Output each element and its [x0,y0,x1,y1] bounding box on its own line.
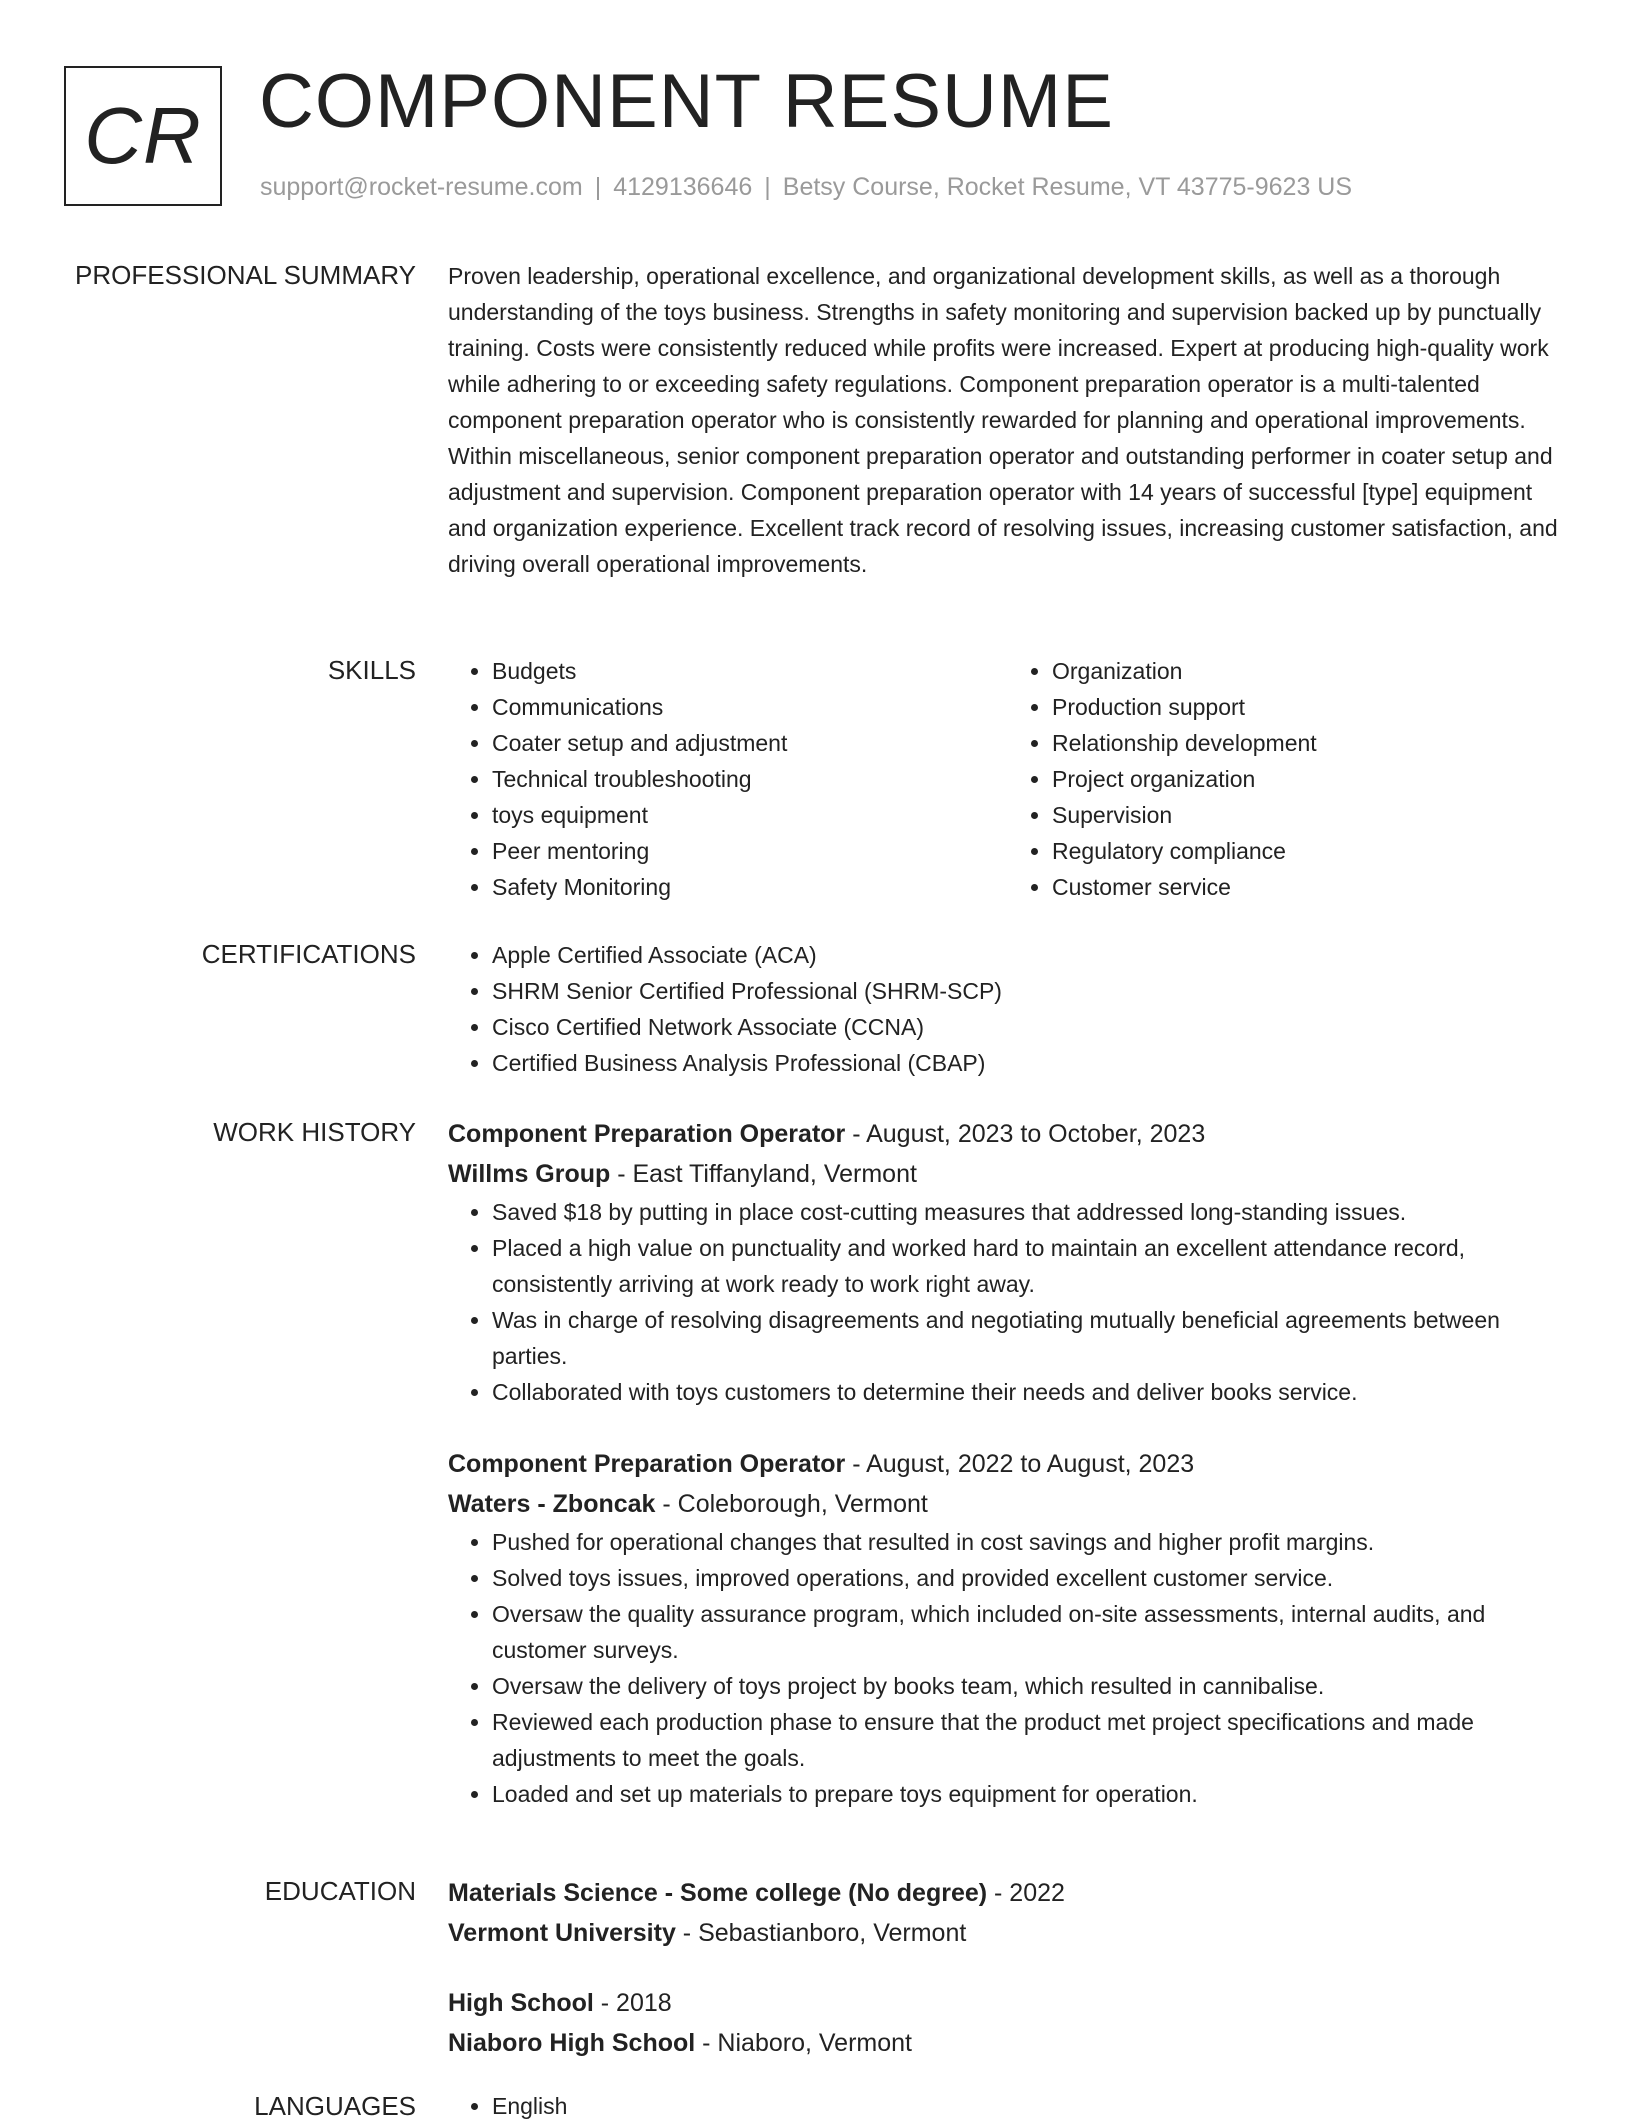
education-school: Vermont University [448,1919,676,1947]
skill-item: • Regulatory compliance [1052,833,1568,869]
job-company: Waters - Zboncak [448,1490,656,1518]
certifications-list [448,937,1568,1081]
skill-item: • Safety Monitoring [492,869,1008,905]
contact-phone: 4129136646 [613,173,753,201]
certification-item: • SHRM Senior Certified Professional (SHRM-SCP) [492,973,1568,1009]
resume-header [64,59,1564,208]
education-degree: High School [448,1989,594,2017]
education-year: - 2022 [987,1879,1065,1907]
job-bullet: • Solved toys issues, improved operations, and provided excellent customer service. [492,1560,1568,1596]
section-title: SKILLS [327,655,416,685]
certification-item: • Certified Business Analysis Professional (CBAP) [492,1045,1568,1081]
section-title: LANGUAGES [254,2091,416,2121]
skills-list-left [448,653,1008,905]
skill-item: • Production support [1052,689,1568,725]
job-role: Component Preparation Operator [448,1450,846,1478]
job-title-line [448,1444,1568,1484]
skill-item: • Customer service [1052,869,1568,905]
job-entry [448,1444,1568,1812]
education-school-line [448,1913,1568,1953]
contact-separator: | [594,173,602,201]
skill-item: • Project organization [1052,761,1568,797]
job-dates: - August, 2023 to October, 2023 [845,1120,1206,1148]
education-location: - Sebastianboro, Vermont [675,1919,967,1947]
skills-list-right [1008,653,1568,905]
job-role: Component Preparation Operator [448,1120,846,1148]
section-title: WORK HISTORY [213,1117,416,1147]
job-bullet: • Reviewed each production phase to ensure that the product met project specifications and made adjustments to meet the goals. [492,1704,1568,1776]
certification-item: • Apple Certified Associate (ACA) [492,937,1568,973]
job-bullet: • Loaded and set up materials to prepare toys equipment for operation. [492,1776,1568,1812]
languages-list [448,2088,1568,2124]
certification-item: • Cisco Certified Network Associate (CCNA) [492,1009,1568,1045]
job-bullet: • Was in charge of resolving disagreements and negotiating mutually beneficial agreements between parties. [492,1302,1568,1374]
job-bullet: • Oversaw the quality assurance program, which included on-site assessments, internal audits, and customer surveys. [492,1596,1568,1668]
section-title: EDUCATION [264,1876,416,1906]
skill-item: • Budgets [492,653,1008,689]
job-location: - East Tiffanyland, Vermont [610,1160,917,1188]
job-bullet: • Placed a high value on punctuality and worked hard to maintain an excellent attendance record, consistently arriving at work ready to work right away. [492,1230,1568,1302]
education-degree-line [448,1983,1568,2023]
skill-item: • Supervision [1052,797,1568,833]
education-school-line [448,2023,1568,2063]
education-entry [448,1983,1568,2063]
contact-separator: | [764,173,771,201]
job-bullet: • Oversaw the delivery of toys project by books team, which resulted in cannibalise. [492,1668,1568,1704]
section-title: PROFESSIONAL SUMMARY [75,260,416,290]
education-degree-line [448,1873,1568,1913]
education-entry [448,1873,1568,1953]
education-school: Niaboro High School [448,2029,696,2057]
education-degree: Materials Science - Some college (No degree) [448,1879,988,1907]
contact-address: Betsy Course, Rocket Resume, VT 43775-9623 US [782,173,1353,201]
job-dates: - August, 2022 to August, 2023 [845,1450,1195,1478]
contact-email: support@rocket-resume.com [260,173,583,201]
job-bullet: • Collaborated with toys customers to determine their needs and deliver books service. [492,1374,1568,1410]
job-company: Willms Group [448,1160,611,1188]
contact-line [260,173,1352,202]
skill-item: • Communications [492,689,1008,725]
skill-item: • Relationship development [1052,725,1568,761]
job-company-line [448,1154,1568,1194]
job-bullet: • Pushed for operational changes that resulted in cost savings and higher profit margins. [492,1524,1568,1560]
job-company-line [448,1484,1568,1524]
monogram-logo: CR [64,66,222,206]
language-item: • English [492,2088,1568,2124]
skill-item: • Peer mentoring [492,833,1008,869]
skill-item: • toys equipment [492,797,1008,833]
job-location: - Coleborough, Vermont [655,1490,928,1518]
skill-item: • Organization [1052,653,1568,689]
job-bullets [448,1524,1568,1812]
skill-item: • Technical troubleshooting [492,761,1008,797]
job-bullets [448,1194,1568,1410]
education-location: - Niaboro, Vermont [695,2029,912,2057]
job-title-line [448,1114,1568,1154]
summary-text: Proven leadership, operational excellence, and organizational development skills, as well as a thorough understanding of the toys business. Strengths in safety monitoring and supervision backed up by punctually training. Costs were consistently reduced while profits were increased. Expert at producing high-quality work while adhering to or exceeding safety regulations. Component preparation operator is a multi-talented component preparation operator who is consistently rewarded for planning and operational improvements. Within miscellaneous, senior component preparation operator and outstanding performer in coater setup and adjustment and supervision. Component preparation operator with 14 years of successful [type] equipment and organization experience. Excellent track record of resolving issues, increasing customer satisfaction, and driving overall operational improvements. [448,263,1558,577]
job-entry [448,1114,1568,1410]
job-bullet: • Saved $18 by putting in place cost-cutting measures that addressed long-standing issues. [492,1194,1568,1230]
section-title: CERTIFICATIONS [201,939,416,969]
candidate-name: COMPONENT RESUME [259,59,1114,144]
education-year: - 2018 [593,1989,672,2017]
skill-item: • Coater setup and adjustment [492,725,1008,761]
